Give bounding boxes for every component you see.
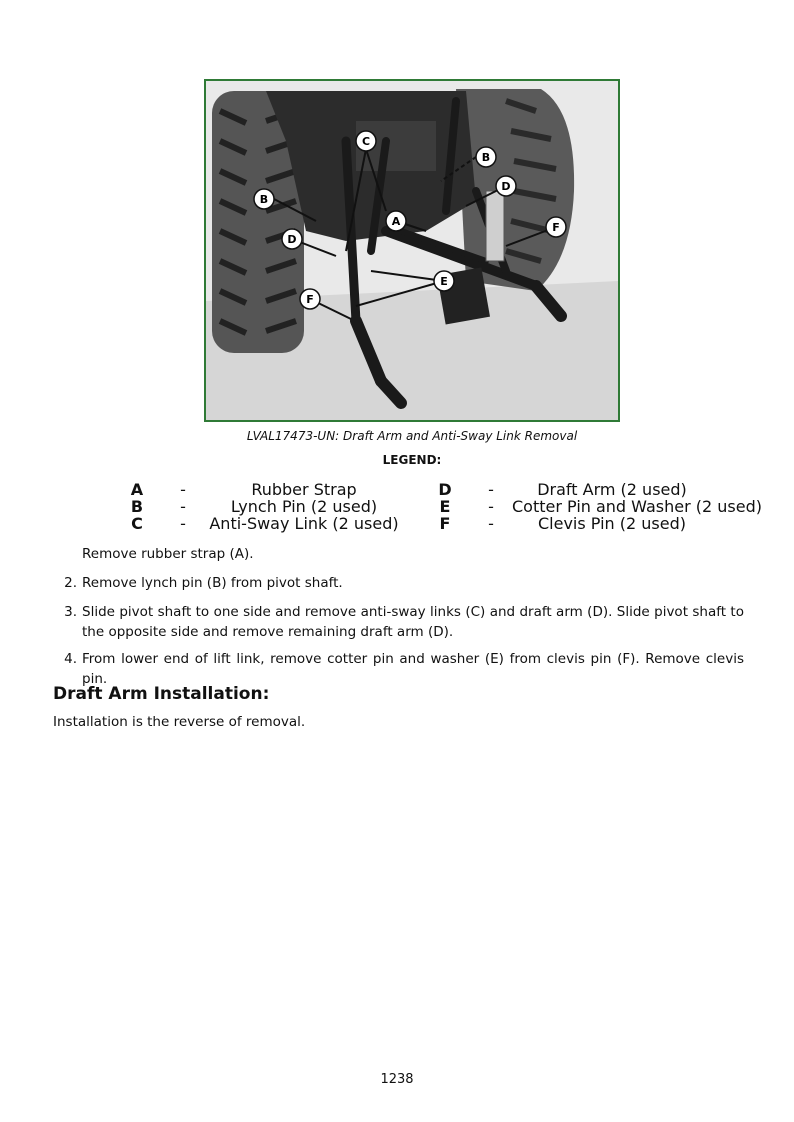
legend-description: Clevis Pin (2 used): [538, 514, 686, 533]
legend-description: Draft Arm (2 used): [537, 480, 687, 499]
step-text: Remove rubber strap (A).: [82, 546, 254, 562]
legend-dash: -: [180, 480, 186, 499]
legend-dash: -: [488, 480, 494, 499]
tractor-hitch-illustration: [206, 81, 618, 420]
figure-frame: [204, 79, 620, 422]
rubber-strap: [486, 191, 504, 261]
legend-letter: A: [130, 480, 144, 499]
legend-letter: C: [131, 514, 143, 533]
callout-b-right: B: [481, 151, 491, 164]
callout-d-right: D: [501, 180, 511, 193]
figure-caption: LVAL17473-UN: Draft Arm and Anti-Sway Link Removal: [246, 429, 578, 443]
callout-a: A: [391, 215, 401, 228]
legend-dash: -: [180, 514, 186, 533]
legend-dash: -: [488, 514, 494, 533]
legend-description: Lynch Pin (2 used): [230, 497, 378, 516]
callout-f-right: F: [552, 221, 560, 234]
step-text: Slide pivot shaft to one side and remove anti-sway links (C) and draft arm (D). Slide pivot shaft to the opposite side and remove remaining draft arm (D).: [82, 604, 744, 640]
legend-letter: B: [130, 497, 144, 516]
legend-letter: F: [439, 514, 451, 533]
callout-f-left: F: [306, 293, 314, 306]
callout-d-left: D: [287, 233, 297, 246]
step-text: From lower end of lift link, remove cotter pin and washer (E) from clevis pin (F). Remove clevis pin.: [82, 651, 744, 687]
step-number: 4.: [64, 651, 77, 667]
legend-description: Cotter Pin and Washer (2 used): [512, 497, 762, 516]
section-text: Installation is the reverse of removal.: [53, 714, 306, 730]
legend-dash: -: [180, 497, 186, 516]
step-number: 2.: [64, 575, 77, 591]
legend-dash: -: [488, 497, 494, 516]
page-number: 1238: [380, 1072, 414, 1087]
callout-b-left: B: [259, 193, 269, 206]
legend-letter: D: [438, 480, 452, 499]
callout-e: E: [440, 275, 448, 288]
step-text: Remove lynch pin (B) from pivot shaft.: [82, 575, 343, 591]
legend-title: LEGEND:: [382, 453, 442, 467]
callout-c: C: [361, 135, 371, 148]
section-heading: Draft Arm Installation:: [53, 684, 270, 704]
legend-description: Anti-Sway Link (2 used): [209, 514, 399, 533]
legend-description: Rubber Strap: [251, 480, 357, 499]
legend-letter: E: [439, 497, 451, 516]
step-number: 3.: [64, 604, 77, 620]
